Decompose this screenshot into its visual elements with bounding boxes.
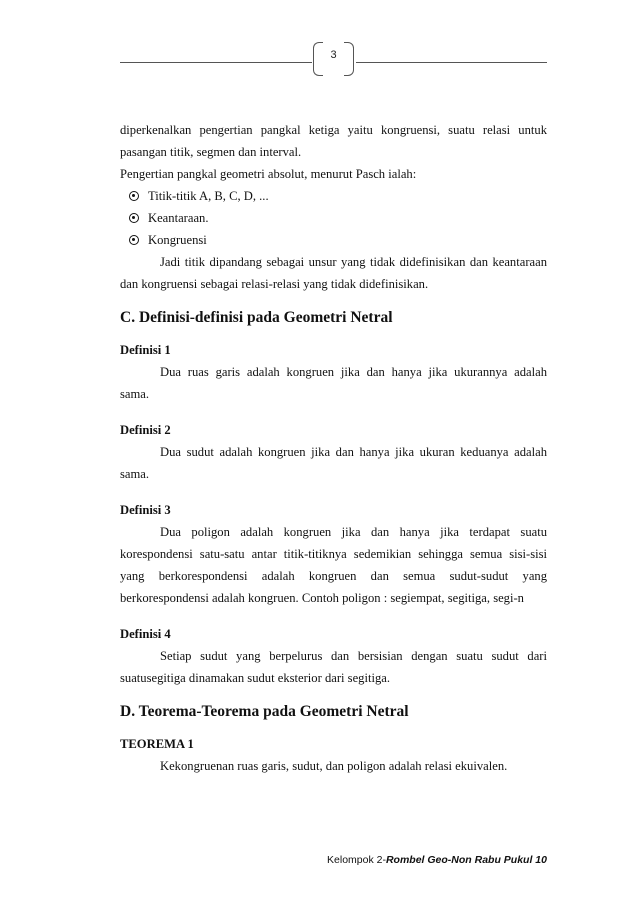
theorem-1-heading: TEOREMA 1	[120, 737, 194, 751]
list-item-text: Keantaraan.	[148, 211, 209, 225]
list-item	[129, 207, 547, 229]
list-item	[129, 229, 547, 251]
footer-group: Kelompok 2-	[327, 854, 386, 866]
list-item-text: Kongruensi	[148, 233, 207, 247]
list-item	[129, 185, 547, 207]
definition-3-line: korespondensi satu-satu antar titik-titiknya sedemikian sehingga semua sisi-sisi	[120, 547, 547, 561]
intro-line-2: pasangan titik, segmen dan interval.	[120, 145, 302, 159]
radio-bullet-icon	[129, 213, 139, 223]
definition-2-line: Dua sudut adalah kongruen jika dan hanya jika ukuran keduanya adalah	[160, 445, 547, 459]
header-rule-right	[356, 62, 547, 63]
footer-class-info: Rombel Geo-Non Rabu Pukul 10	[385, 854, 547, 866]
definition-4-line: suatusegitiga dinamakan sudut eksterior dari segitiga.	[120, 671, 390, 685]
radio-bullet-icon	[129, 235, 139, 245]
definition-3-line: berkorespondensi adalah kongruen. Contoh poligon : segiempat, segitiga, segi-n	[120, 591, 524, 605]
pasch-primitives-list	[120, 185, 547, 251]
definition-3-line: yang berkorespondensi adalah kongruen dan semua sudut-sudut yang	[120, 569, 547, 583]
section-d-heading: D. Teorema-Teorema pada Geometri Netral	[120, 703, 409, 720]
definition-4-heading: Definisi 4	[120, 627, 171, 641]
closing-line-1: Jadi titik dipandang sebagai unsur yang tidak didefinisikan dan keantaraan	[160, 255, 547, 269]
list-item-text: Titik-titik A, B, C, D, ...	[148, 189, 269, 203]
radio-bullet-icon	[129, 191, 139, 201]
header-rule-left	[120, 62, 312, 63]
intro-line-1: diperkenalkan pengertian pangkal ketiga yaitu kongruensi, suatu relasi untuk	[120, 123, 547, 137]
page-body	[120, 119, 547, 777]
header-bracket-left	[313, 42, 323, 76]
closing-line-2: dan kongruensi sebagai relasi-relasi yang tidak didefinisikan.	[120, 277, 429, 291]
definition-3-heading: Definisi 3	[120, 503, 171, 517]
definition-1-line: Dua ruas garis adalah kongruen jika dan hanya jika ukurannya adalah	[160, 365, 547, 379]
theorem-1-text: Kekongruenan ruas garis, sudut, dan poligon adalah relasi ekuivalen.	[160, 759, 508, 773]
definition-1-heading: Definisi 1	[120, 343, 171, 357]
definition-3-line: Dua poligon adalah kongruen jika dan hanya jika terdapat suatu	[160, 525, 547, 539]
section-c-heading: C. Definisi-definisi pada Geometri Netral	[120, 309, 393, 326]
page-number: 3	[330, 49, 337, 61]
definition-4-line: Setiap sudut yang berpelurus dan bersisian dengan suatu sudut dari	[160, 649, 547, 663]
header-bracket-right	[344, 42, 354, 76]
definition-2-heading: Definisi 2	[120, 423, 171, 437]
page-footer	[327, 854, 547, 866]
definition-2-line: sama.	[120, 467, 150, 481]
definition-1-line: sama.	[120, 387, 150, 401]
intro-line-3: Pengertian pangkal geometri absolut, menurut Pasch ialah:	[120, 167, 417, 181]
